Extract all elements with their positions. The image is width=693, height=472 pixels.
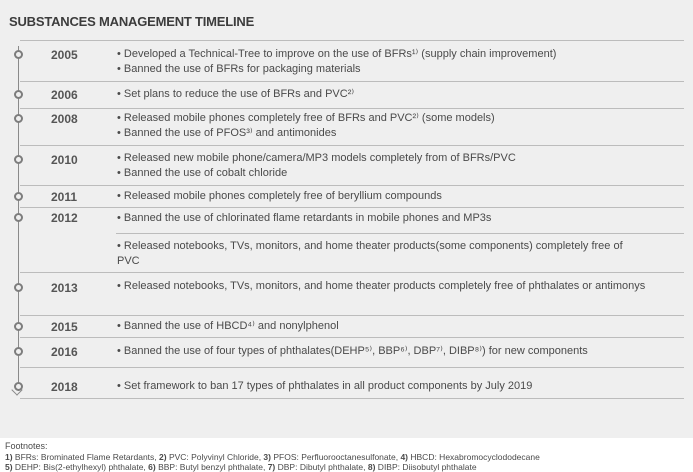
row-divider — [20, 40, 684, 41]
entry-item: • Released notebooks, TVs, monitors, and home theater products(some components) completely free of PVC — [117, 240, 623, 267]
entry-item: • Banned the use of PFOS³⁾ and antimonides — [117, 127, 337, 139]
entry-item: • Released notebooks, TVs, monitors, and home theater products completely free of phthalates or antimonys — [117, 280, 646, 292]
entry-item: • Set framework to ban 17 types of phthalates in all product components by July 2019 — [117, 380, 533, 392]
footnote-text: PVC: Polyvinyl Chloride, — [166, 452, 264, 462]
year-label: 2008 — [51, 112, 78, 126]
entry-item: • Banned the use of cobalt chloride — [117, 167, 288, 179]
timeline-entry — [117, 87, 677, 102]
timeline-entry — [117, 151, 677, 181]
timeline-entry — [117, 344, 677, 359]
year-label: 2018 — [51, 380, 78, 394]
footnote-text: DBP: Dibutyl phthalate, — [275, 462, 368, 472]
timeline-entry — [117, 279, 647, 294]
entry-item: • Released mobile phones completely free of BFRs and PVC²⁾ (some models) — [117, 112, 495, 124]
row-divider — [20, 81, 684, 82]
entry-item: • Banned the use of four types of phthalates(DEHP⁵⁾, BBP⁶⁾, DBP⁷⁾, DIBP⁸⁾) for new components — [117, 345, 588, 357]
year-label: 2005 — [51, 48, 78, 62]
row-subdivider — [116, 233, 684, 234]
footnote-line — [5, 452, 540, 462]
footnote-line — [5, 462, 477, 472]
timeline-entry — [117, 319, 677, 334]
footnote-number: 1) — [5, 452, 13, 462]
timeline-dot — [14, 283, 23, 292]
timeline-dot — [14, 322, 23, 331]
row-divider — [20, 207, 684, 208]
footnote-number: 2) — [159, 452, 167, 462]
year-label: 2006 — [51, 88, 78, 102]
timeline-entry — [117, 379, 677, 394]
timeline-dot — [14, 347, 23, 356]
row-divider — [20, 272, 684, 273]
year-label: 2012 — [51, 211, 78, 225]
footnote-text: BBP: Butyl benzyl phthalate, — [155, 462, 268, 472]
footnotes-title: Footnotes: — [5, 441, 48, 451]
footnote-text: DIBP: Diisobutyl phthalate — [375, 462, 477, 472]
row-divider — [20, 367, 684, 368]
timeline-dot — [14, 90, 23, 99]
entry-item: • Banned the use of chlorinated flame retardants in mobile phones and MP3s — [117, 212, 492, 224]
year-label: 2010 — [51, 153, 78, 167]
timeline-entry — [117, 189, 677, 204]
timeline-entry — [117, 211, 677, 226]
footnote-number: 6) — [148, 462, 156, 472]
timeline-entry — [117, 47, 677, 77]
entry-item: • Set plans to reduce the use of BFRs and PVC²⁾ — [117, 88, 355, 100]
row-divider — [20, 315, 684, 316]
year-label: 2015 — [51, 320, 78, 334]
timeline-entry — [117, 111, 677, 141]
year-label: 2011 — [51, 190, 78, 204]
timeline-dot — [14, 192, 23, 201]
footnote-text: PFOS: Perfluorooctanesulfonate, — [270, 452, 401, 462]
row-divider — [20, 108, 684, 109]
footnote-number: 8) — [367, 462, 376, 472]
row-divider — [20, 398, 684, 399]
timeline-dot — [14, 213, 23, 222]
footnote-text: HBCD: Hexabromocyclododecane — [408, 452, 540, 462]
footnote-number: 4) — [400, 452, 409, 462]
timeline-entry — [117, 239, 637, 269]
footnote-number: 5) — [5, 462, 13, 472]
timeline-dot — [14, 114, 23, 123]
entry-item: • Banned the use of BFRs for packaging materials — [117, 63, 361, 75]
footnote-number: 7) — [267, 462, 276, 472]
entry-item: • Released mobile phones completely free of beryllium compounds — [117, 190, 442, 202]
entry-item: • Developed a Technical-Tree to improve on the use of BFRs¹⁾ (supply chain improvement) — [117, 48, 557, 60]
row-divider — [20, 145, 684, 146]
year-label: 2013 — [51, 281, 78, 295]
timeline-dot — [14, 155, 23, 164]
footnote-text: DEHP: Bis(2-ethylhexyl) phthalate, — [12, 462, 149, 472]
year-label: 2016 — [51, 345, 78, 359]
row-divider — [20, 185, 684, 186]
timeline-dot — [14, 50, 23, 59]
entry-item: • Released new mobile phone/camera/MP3 models completely from of BFRs/PVC — [117, 152, 516, 164]
row-divider — [20, 337, 684, 338]
footnote-number: 3) — [263, 452, 271, 462]
entry-item: • Banned the use of HBCD⁴⁾ and nonylphenol — [117, 320, 339, 332]
timeline-dot — [14, 382, 23, 391]
page-title: SUBSTANCES MANAGEMENT TIMELINE — [9, 14, 255, 29]
footnote-text: BFRs: Brominated Flame Retardants, — [12, 452, 160, 462]
